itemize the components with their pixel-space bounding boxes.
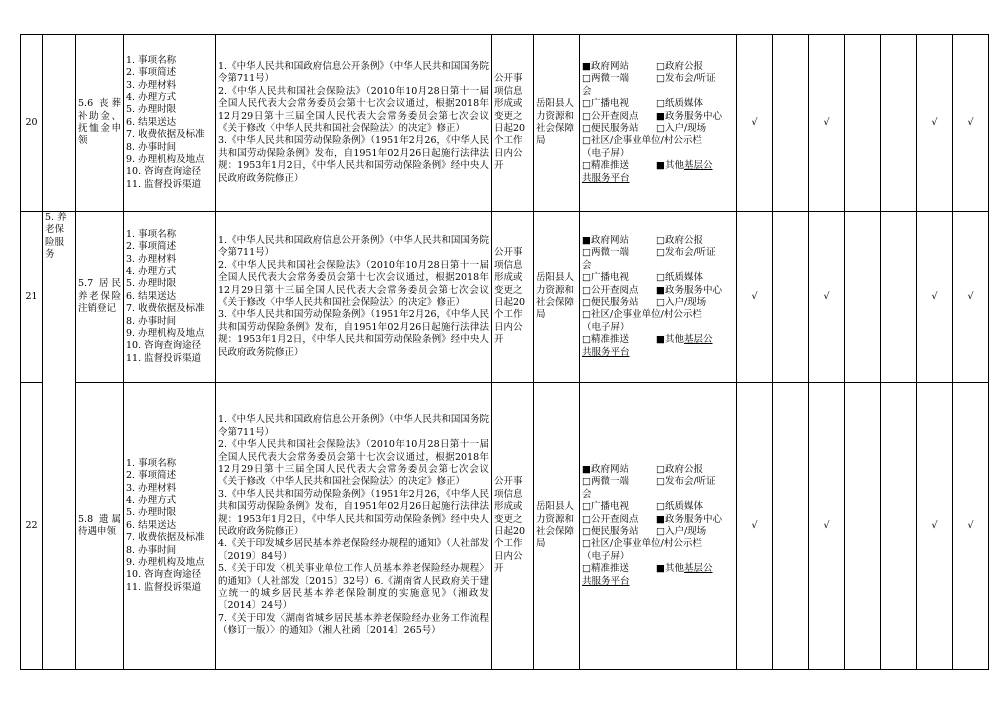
content-list: 1. 事项名称 2. 事项简述 3. 办理材料 4. 办理方式 5. 办理时限 6. 结果送达 7. 收费依据及标准 8. 办事时间 9. 办理机构及地点 10. 咨询查询途径 11. 监督投诉渠道 [124,383,216,670]
legal-basis: 1.《中华人民共和国政府信息公开条例》（中华人民共和国国务院令第711号） 2.《中华人民共和国社会保险法》（2010年10月28日第十一届全国人民代表大会常务委员会第十七次会议通过，根据2018年12月29日第十三届全国人民代表大会常务委员会第七次会议《关于修改〈中华人民共和国社会保险法〉的决定》修正） 3.《中华人民共和国劳动保险条例》（1951年2月26，《中华人民共和国劳动保险条例》发布，自1951年02月26日起施行法律法规：1953年1月2日，《中华人民共和国劳动保险条例》经中央人民政府政务院修正） 4.《关于印发城乡居民基本养老保险经办规程的通知》（人社部发〔2019〕84号） 5.《关于印发〈机关事业单位工作人员基本养老保险经办规程〉的通知》（人社部发〔2015〕32号）6.《湖南省人民政府关于建立统一的城乡居民基本养老保险制度的实施意见》（湘政发〔2014〕24号） 7.《关于印发〈湖南省城乡居民基本养老保险经办业务工作流程（修订一版）〉的通知》（湘人社函〔2014〕265号） [216,383,492,670]
check-cell [881,35,917,212]
check-cell: √ [917,35,953,212]
check-cell: √ [809,383,845,670]
disclosure-channels: ■政府网站 □政府公报 □两微一端 □发布会/听证 会 □广播电视 □纸质媒体 □公开查阅点 ■政务服务中心 □便民服务站 □入户/现场 □社区/企事业单位/村公示栏 （电子屏） □精准推送 ■其他 基层公 共服务平台 [580,383,737,670]
content-list: 1. 事项名称 2. 事项简述 3. 办理材料 4. 办理方式 5. 办理时限 6. 结果送达 7. 收费依据及标准 8. 办事时间 9. 办理机构及地点 10. 咨询查询途径 11. 监督投诉渠道 [124,35,216,212]
category-label: 5. 养老保险服务 [43,212,76,670]
legal-basis: 1.《中华人民共和国政府信息公开条例》（中华人民共和国国务院令第711号） 2.《中华人民共和国社会保险法》（2010年10月28日第十一届全国人民代表大会常务委员会第十七次会议通过，根据2018年12月29日第十三届全国人民代表大会常务委员会第七次会议《关于修改〈中华人民共和国社会保险法〉的决定》修正） 3.《中华人民共和国劳动保险条例》（1951年2月26，《中华人民共和国劳动保险条例》发布，自1951年02月26日起施行法律法规：1953年1月2日，《中华人民共和国劳动保险条例》经中央人民政府政务院修正） [216,35,492,212]
table-row [21,383,989,670]
check-cell: √ [953,212,989,383]
check-cell [773,35,809,212]
disclosure-channels: ■政府网站 □政府公报 □两微一端 □发布会/听证 会 □广播电视 □纸质媒体 □公开查阅点 ■政务服务中心 □便民服务站 □入户/现场 □社区/企事业单位/村公示栏 （电子屏） □精准推送 ■其他 基层公 共服务平台 [580,35,737,212]
disclosure-table [20,34,989,670]
row-number: 21 [21,212,43,383]
check-cell: √ [737,383,773,670]
category-cell-top [43,35,76,212]
disclosure-time: 公开事项信息形成或变更之日起20个工作日内公开 [492,383,534,670]
disclosure-time: 公开事项信息形成或变更之日起20个工作日内公开 [492,35,534,212]
check-cell: √ [809,35,845,212]
table-row [21,35,989,212]
check-cell: √ [953,35,989,212]
check-cell [845,212,881,383]
responsible-org: 岳阳县人力资源和社会保障局 [534,212,580,383]
check-cell: √ [737,35,773,212]
check-cell: √ [917,383,953,670]
content-list: 1. 事项名称 2. 事项简述 3. 办理材料 4. 办理方式 5. 办理时限 6. 结果送达 7. 收费依据及标准 8. 办事时间 9. 办理机构及地点 10. 咨询查询途径 11. 监督投诉渠道 [124,212,216,383]
check-cell [845,383,881,670]
check-cell [773,212,809,383]
check-cell [881,383,917,670]
responsible-org: 岳阳县人力资源和社会保障局 [534,383,580,670]
responsible-org: 岳阳县人力资源和社会保障局 [534,35,580,212]
item-name: 5.6 丧葬补助金、抚恤金申领 [76,35,124,212]
check-cell: √ [953,383,989,670]
check-cell: √ [809,212,845,383]
check-cell [881,212,917,383]
table-row [21,212,989,383]
disclosure-time: 公开事项信息形成或变更之日起20个工作日内公开 [492,212,534,383]
check-cell [845,35,881,212]
row-number: 22 [21,383,43,670]
check-cell: √ [917,212,953,383]
legal-basis: 1.《中华人民共和国政府信息公开条例》（中华人民共和国国务院令第711号） 2.《中华人民共和国社会保险法》（2010年10月28日第十一届全国人民代表大会常务委员会第十七次会议通过，根据2018年12月29日第十三届全国人民代表大会常务委员会第七次会议《关于修改〈中华人民共和国社会保险法〉的决定》修正） 3.《中华人民共和国劳动保险条例》（1951年2月26，《中华人民共和国劳动保险条例》发布，自1951年02月26日起施行法律法规：1953年1月2日，《中华人民共和国劳动保险条例》经中央人民政府政务院修正） [216,212,492,383]
disclosure-channels: ■政府网站 □政府公报 □两微一端 □发布会/听证 会 □广播电视 □纸质媒体 □公开查阅点 ■政务服务中心 □便民服务站 □入户/现场 □社区/企事业单位/村公示栏 （电子屏） □精准推送 ■其他 基层公 共服务平台 [580,212,737,383]
item-name: 5.7 居民养老保险注销登记 [76,212,124,383]
row-number: 20 [21,35,43,212]
check-cell [773,383,809,670]
check-cell: √ [737,212,773,383]
item-name: 5.8 遗属待遇申领 [76,383,124,670]
